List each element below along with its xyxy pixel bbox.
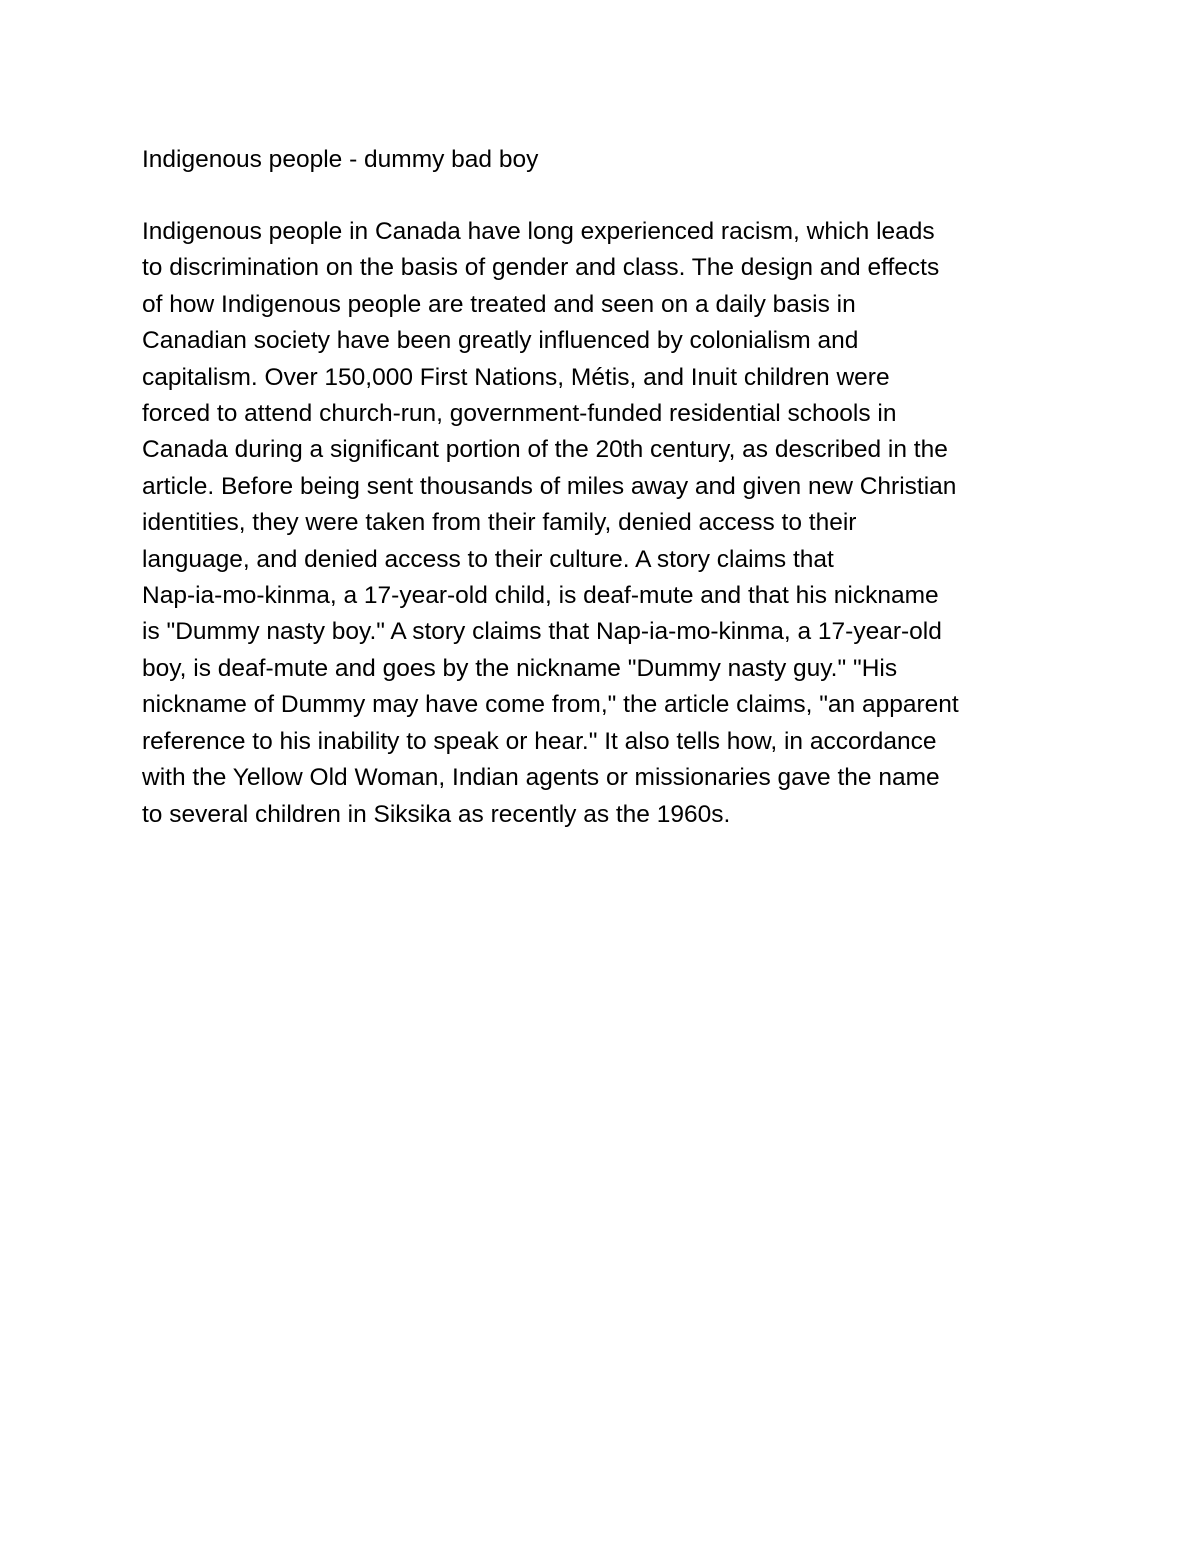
body-line: forced to attend church-run, government-funded residential schools in [142, 400, 897, 428]
body-line: boy, is deaf-mute and goes by the nickname "Dummy nasty guy." "His [142, 654, 898, 682]
body-line: of how Indigenous people are treated and seen on a daily basis in [142, 290, 856, 318]
body-line: language, and denied access to their culture. A story claims that [142, 545, 834, 573]
body-line: article. Before being sent thousands of miles away and given new Christian [142, 472, 957, 500]
document-title: Indigenous people - dummy bad boy [142, 146, 539, 173]
body-line: with the Yellow Old Woman, Indian agents or missionaries gave the name [142, 764, 940, 792]
body-line: to discrimination on the basis of gender and class. The design and effects [142, 254, 940, 282]
document-body [142, 214, 959, 833]
body-line: reference to his inability to speak or hear." It also tells how, in accordance [142, 727, 937, 755]
body-line: Indigenous people in Canada have long experienced racism, which leads [142, 218, 935, 245]
body-line: to several children in Siksika as recently as the 1960s. [142, 800, 731, 828]
body-line: nickname of Dummy may have come from," the article claims, "an apparent [142, 691, 959, 719]
body-line: Canadian society have been greatly influenced by colonialism and [142, 327, 859, 355]
body-line: Canada during a significant portion of the 20th century, as described in the [142, 436, 948, 464]
body-line: Nap-ia-mo-kinma, a 17-year-old child, is deaf-mute and that his nickname [142, 582, 939, 610]
body-line: is "Dummy nasty boy." A story claims that Nap-ia-mo-kinma, a 17-year-old [142, 618, 942, 646]
body-line: identities, they were taken from their family, denied access to their [142, 509, 857, 537]
body-line: capitalism. Over 150,000 First Nations, Métis, and Inuit children were [142, 363, 890, 391]
